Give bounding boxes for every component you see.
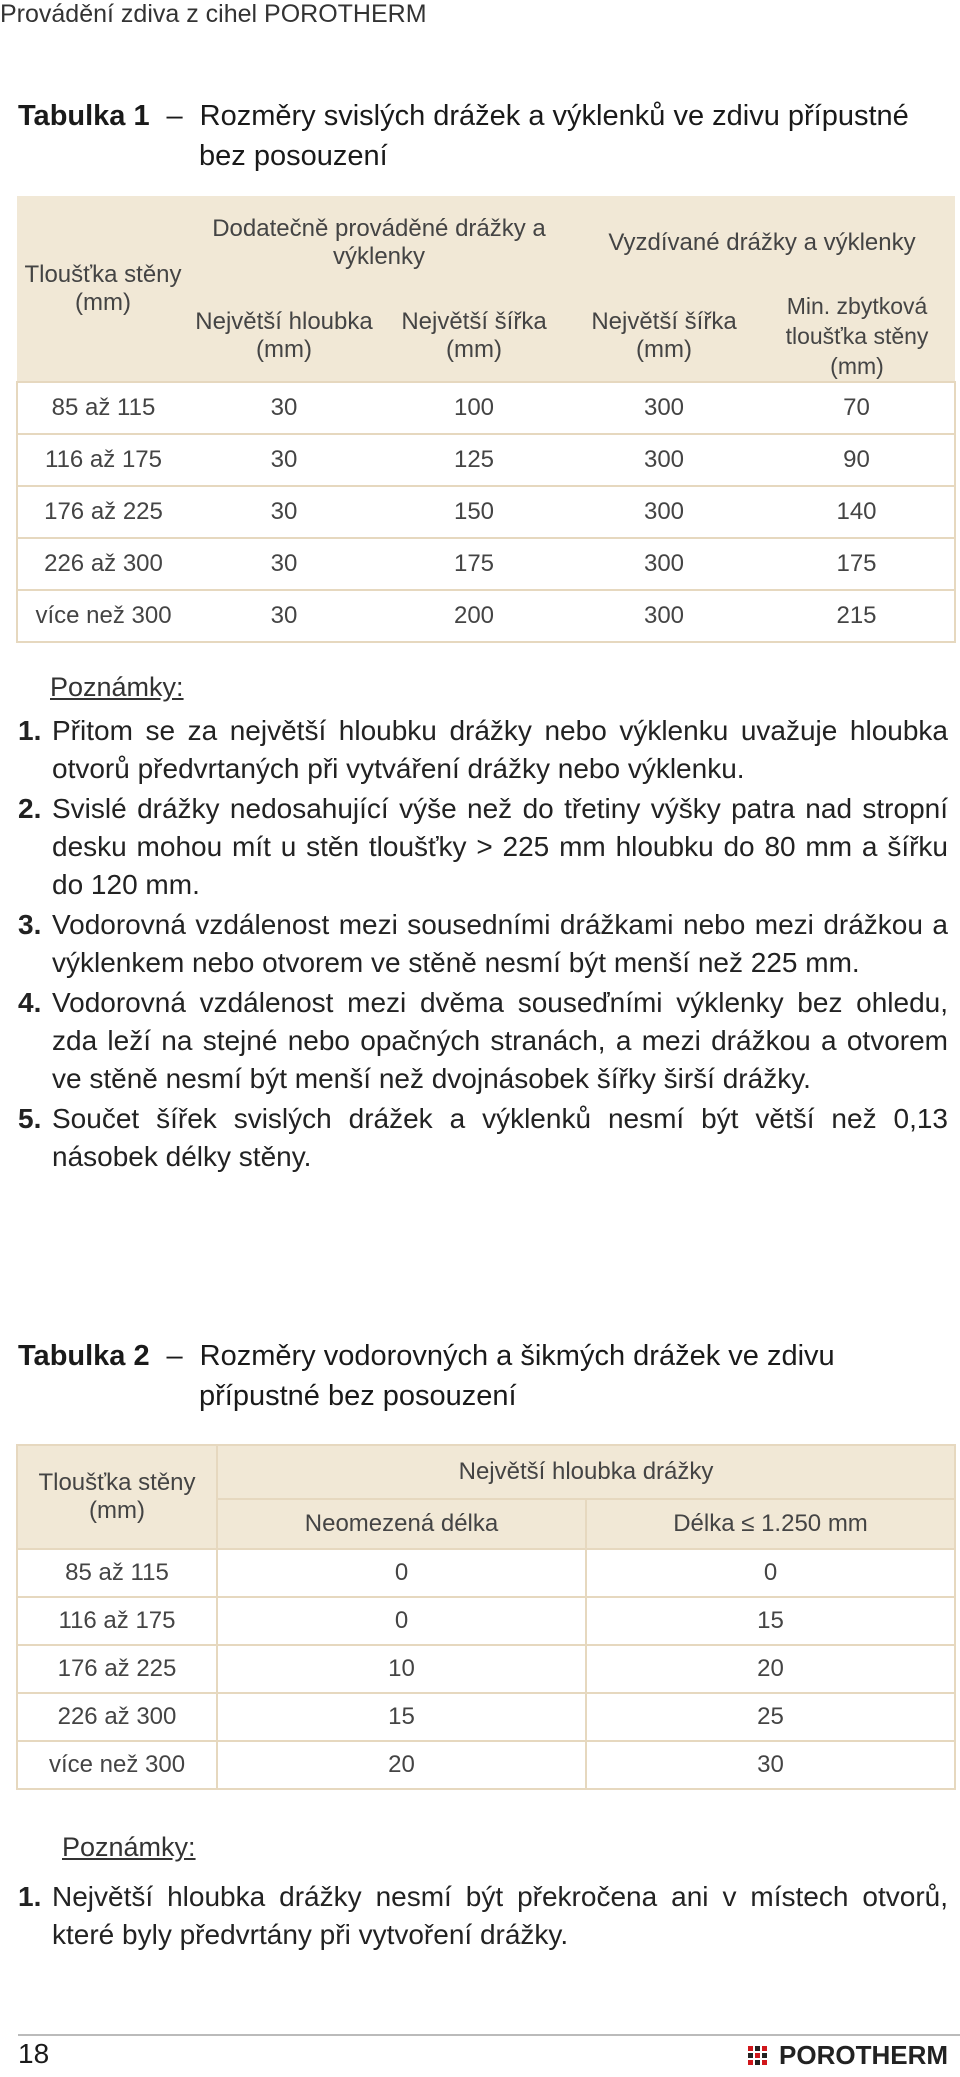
table2-title-line2: přípustné bez posouzení (199, 1380, 517, 1412)
notes1-title: Poznámky: (50, 672, 184, 702)
table-row (17, 1741, 955, 1789)
brand-logo (745, 2040, 948, 2071)
note-number: 2. (18, 793, 42, 824)
page-number: 18 (18, 2038, 50, 2069)
table-row (17, 434, 955, 486)
table-cell: 175 (379, 538, 569, 590)
porotherm-logo-icon (745, 2043, 771, 2069)
table2-header-group-depth: Největší hloubka drážky (217, 1445, 955, 1499)
table-cell: 300 (569, 538, 759, 590)
table2-header-unlimited: Neomezená délka (217, 1499, 586, 1549)
table-cell: více než 300 (17, 1741, 217, 1789)
table1-header-max-width2: Největší šířka (mm) (569, 290, 759, 382)
list-item (18, 1878, 948, 1954)
table-row (17, 1693, 955, 1741)
table-cell: 116 až 175 (17, 434, 189, 486)
table-row (17, 1549, 955, 1597)
table2-title-line1: Rozměry vodorovných a šikmých drážek ve zdivu (199, 1340, 835, 1372)
brand-name: POROTHERM (779, 2040, 948, 2070)
table-cell: 30 (189, 590, 379, 642)
note-text: Přitom se za největší hloubku drážky nebo výklenku uvažuje hloubka otvorů předvrtaných při vytváření drážky nebo výklenku. (52, 715, 948, 784)
table-cell: 300 (569, 486, 759, 538)
table-cell: 226 až 300 (17, 1693, 217, 1741)
table1-header-max-width: Největší šířka (mm) (379, 290, 569, 382)
table-row (17, 382, 955, 434)
table-cell: více než 300 (17, 590, 189, 642)
table-cell: 0 (586, 1549, 955, 1597)
table2-dash: – (166, 1340, 183, 1372)
list-item (18, 984, 948, 1098)
table-cell: 100 (379, 382, 569, 434)
note-text: Vodorovná vzdálenost mezi sousedními drážkami nebo mezi drážkou a výklenkem nebo otvorem ve stěně nesmí být menší než 225 mm. (52, 909, 948, 978)
table-cell: 15 (586, 1597, 955, 1645)
table-cell: 176 až 225 (17, 1645, 217, 1693)
notes1-list (18, 712, 948, 1178)
table-cell: 85 až 115 (17, 382, 189, 434)
table-cell: 150 (379, 486, 569, 538)
table-cell: 116 až 175 (17, 1597, 217, 1645)
note-text: Součet šířek svislých drážek a výklenků nesmí být větší než 0,13 násobek délky stěny. (52, 1103, 948, 1172)
table1-header-thickness: Tloušťka stěny (mm) (17, 196, 189, 382)
table-cell: 0 (217, 1597, 586, 1645)
note-number: 1. (18, 715, 42, 746)
table2-label: Tabulka 2 (18, 1340, 150, 1372)
notes2-title: Poznámky: (62, 1832, 196, 1862)
table-cell: 300 (569, 590, 759, 642)
running-header: Provádění zdiva z cihel POROTHERM (0, 0, 427, 28)
table1-header-min-residual: Min. zbytková tloušťka stěny (mm) (759, 290, 955, 382)
table-row (17, 538, 955, 590)
table-cell: 30 (189, 486, 379, 538)
table-cell: 200 (379, 590, 569, 642)
table-cell: 30 (189, 434, 379, 486)
note-number: 1. (18, 1881, 42, 1912)
table-cell: 226 až 300 (17, 538, 189, 590)
table-cell: 300 (569, 382, 759, 434)
footer-divider (18, 2034, 960, 2036)
table-cell: 30 (586, 1741, 955, 1789)
table-cell: 0 (217, 1549, 586, 1597)
table-cell: 215 (759, 590, 955, 642)
table2-header-thickness: Tloušťka stěny (mm) (17, 1445, 217, 1549)
table-cell: 85 až 115 (17, 1549, 217, 1597)
table1-title-line1: Rozměry svislých drážek a výklenků ve zdivu přípustné (199, 100, 909, 132)
table1-header-group-additional: Dodatečně prováděné drážky a výklenky (189, 196, 569, 290)
table-cell: 30 (189, 538, 379, 590)
note-text: Největší hloubka drážky nesmí být překročena ani v místech otvorů, které byly předvrtány při vytvoření drážky. (52, 1881, 948, 1950)
note-text: Vodorovná vzdálenost mezi dvěma souseďními výklenky bez ohledu, zda leží na stejné nebo opačných stranách, a mezi drážkou a otvorem ve stěně nesmí být menší než dvojnásobek šířky širší drážky. (52, 987, 948, 1094)
table1-label: Tabulka 1 (18, 100, 150, 132)
table-cell: 10 (217, 1645, 586, 1693)
table-cell: 90 (759, 434, 955, 486)
table-cell: 20 (586, 1645, 955, 1693)
table-row (17, 590, 955, 642)
table2-caption (18, 1336, 835, 1416)
table-cell: 30 (189, 382, 379, 434)
note-number: 4. (18, 987, 42, 1018)
table-cell: 70 (759, 382, 955, 434)
table1-header-group-masonry: Vyzdívané drážky a výklenky (569, 196, 955, 290)
table1-caption (18, 96, 909, 176)
table-cell: 300 (569, 434, 759, 486)
note-number: 5. (18, 1103, 42, 1134)
table1-header-max-depth: Největší hloubka (mm) (189, 290, 379, 382)
table-cell: 125 (379, 434, 569, 486)
table2-header-limited: Délka ≤ 1.250 mm (586, 1499, 955, 1549)
list-item (18, 712, 948, 788)
list-item (18, 1100, 948, 1176)
table-cell: 15 (217, 1693, 586, 1741)
table-cell: 140 (759, 486, 955, 538)
note-number: 3. (18, 909, 42, 940)
table1-title-line2: bez posouzení (199, 140, 388, 172)
list-item (18, 790, 948, 904)
table1-dash: – (166, 100, 183, 132)
table-row (17, 486, 955, 538)
table-cell: 20 (217, 1741, 586, 1789)
table-cell: 175 (759, 538, 955, 590)
table1 (16, 196, 956, 643)
table-cell: 25 (586, 1693, 955, 1741)
notes2-list (18, 1878, 948, 1956)
table-cell: 176 až 225 (17, 486, 189, 538)
note-text: Svislé drážky nedosahující výše než do třetiny výšky patra nad stropní desku mohou mít u stěn tloušťky > 225 mm hloubku do 80 mm a šířku do 120 mm. (52, 793, 948, 900)
table-row (17, 1645, 955, 1693)
table2 (16, 1444, 956, 1790)
table-row (17, 1597, 955, 1645)
list-item (18, 906, 948, 982)
